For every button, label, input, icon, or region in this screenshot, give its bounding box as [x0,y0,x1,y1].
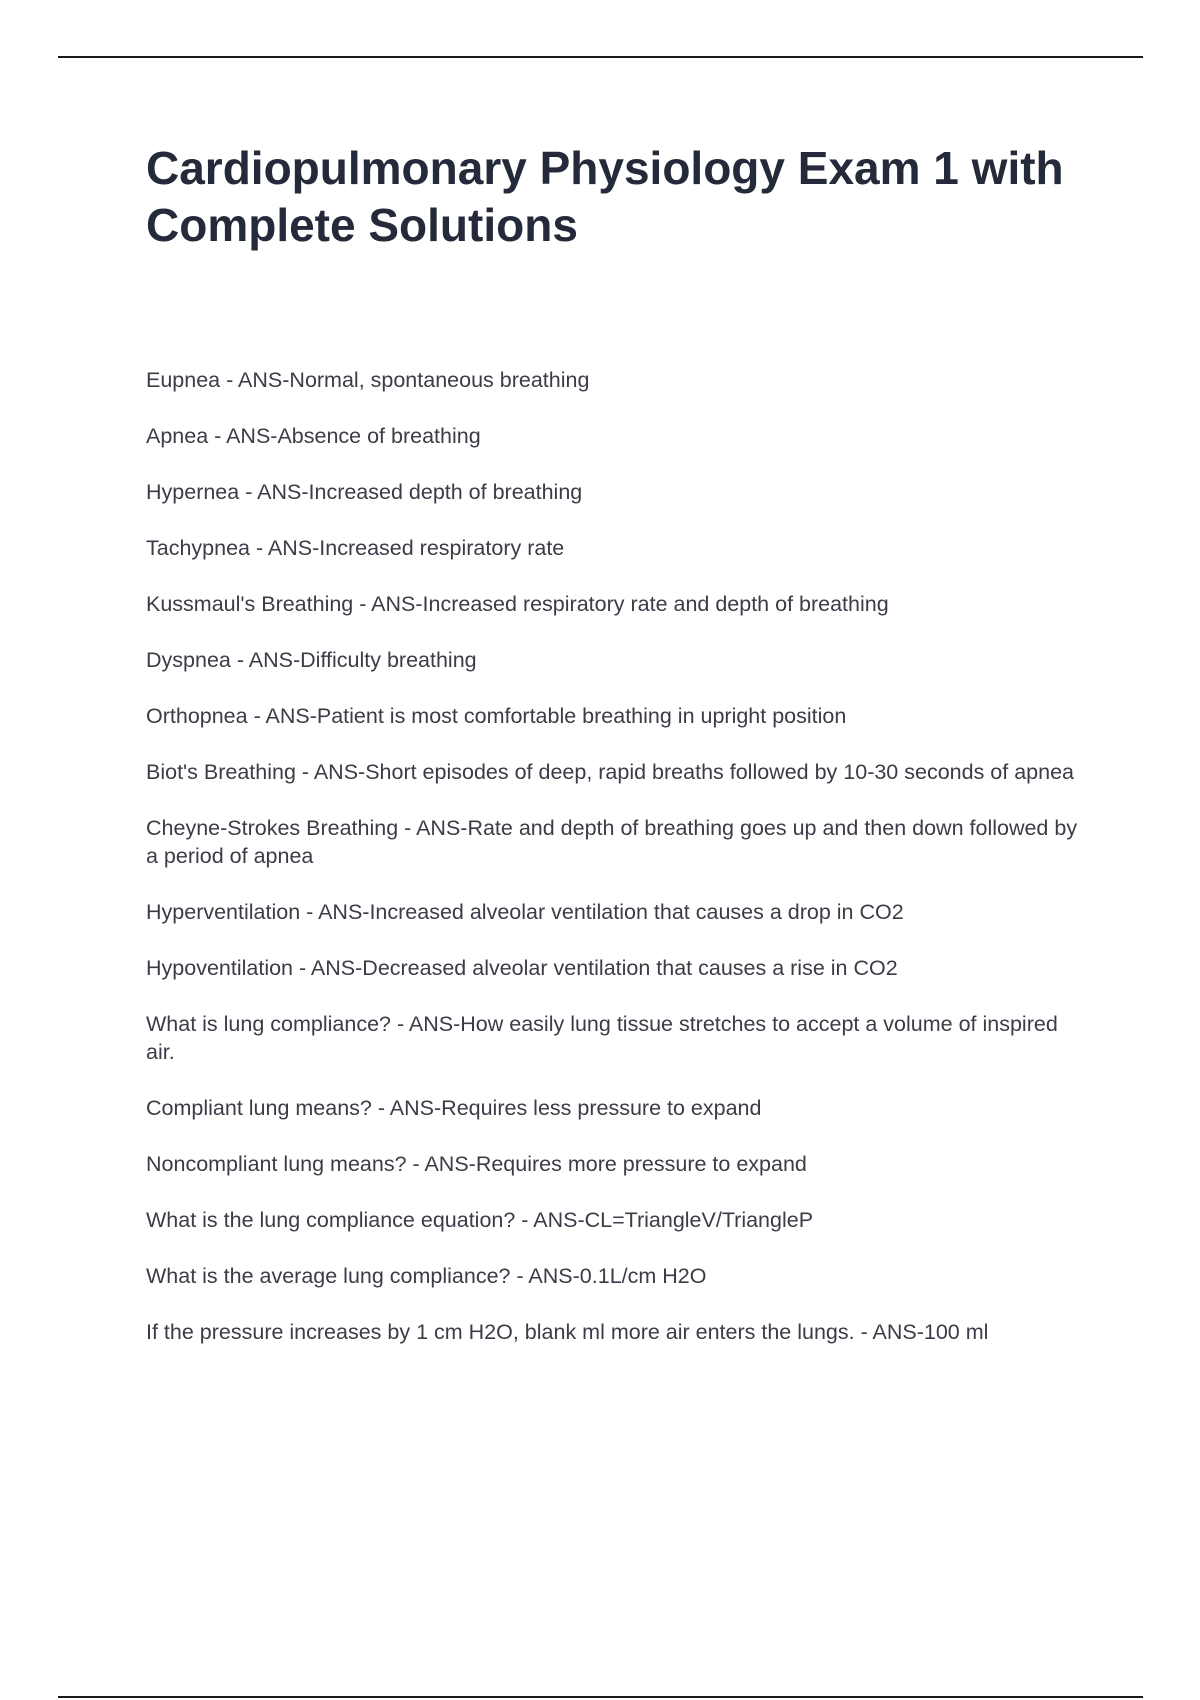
qa-item: Hypernea - ANS-Increased depth of breathing [146,480,583,504]
qa-item: Apnea - ANS-Absence of breathing [146,424,481,448]
document-title: Cardiopulmonary Physiology Exam 1 with Complete Solutions [146,142,1064,251]
qa-item: Cheyne-Strokes Breathing - ANS-Rate and depth of breathing goes up and then down followed by a period of apnea [146,816,1078,868]
qa-item: Eupnea - ANS-Normal, spontaneous breathing [146,368,590,392]
qa-item: What is lung compliance? - ANS-How easily lung tissue stretches to accept a volume of inspired air. [146,1012,1058,1064]
top-rule [58,56,1143,58]
qa-item: Noncompliant lung means? - ANS-Requires more pressure to expand [146,1152,807,1176]
bottom-rule [58,1696,1143,1698]
qa-list [146,366,1086,1374]
qa-item: Hyperventilation - ANS-Increased alveolar ventilation that causes a drop in CO2 [146,900,904,924]
qa-item: If the pressure increases by 1 cm H2O, blank ml more air enters the lungs. - ANS-100 ml [146,1320,989,1344]
qa-item: Biot's Breathing - ANS-Short episodes of deep, rapid breaths followed by 10-30 seconds of apnea [146,760,1074,784]
qa-item: Tachypnea - ANS-Increased respiratory rate [146,536,565,560]
qa-item: Orthopnea - ANS-Patient is most comfortable breathing in upright position [146,704,847,728]
qa-item: Kussmaul's Breathing - ANS-Increased respiratory rate and depth of breathing [146,592,889,616]
qa-item: Compliant lung means? - ANS-Requires less pressure to expand [146,1096,762,1120]
qa-item: Dyspnea - ANS-Difficulty breathing [146,648,477,672]
qa-item: What is the lung compliance equation? - ANS-CL=TriangleV/TriangleP [146,1208,814,1232]
qa-item: What is the average lung compliance? - ANS-0.1L/cm H2O [146,1264,707,1288]
document-body [146,140,1086,1344]
qa-item: Hypoventilation - ANS-Decreased alveolar ventilation that causes a rise in CO2 [146,956,898,980]
